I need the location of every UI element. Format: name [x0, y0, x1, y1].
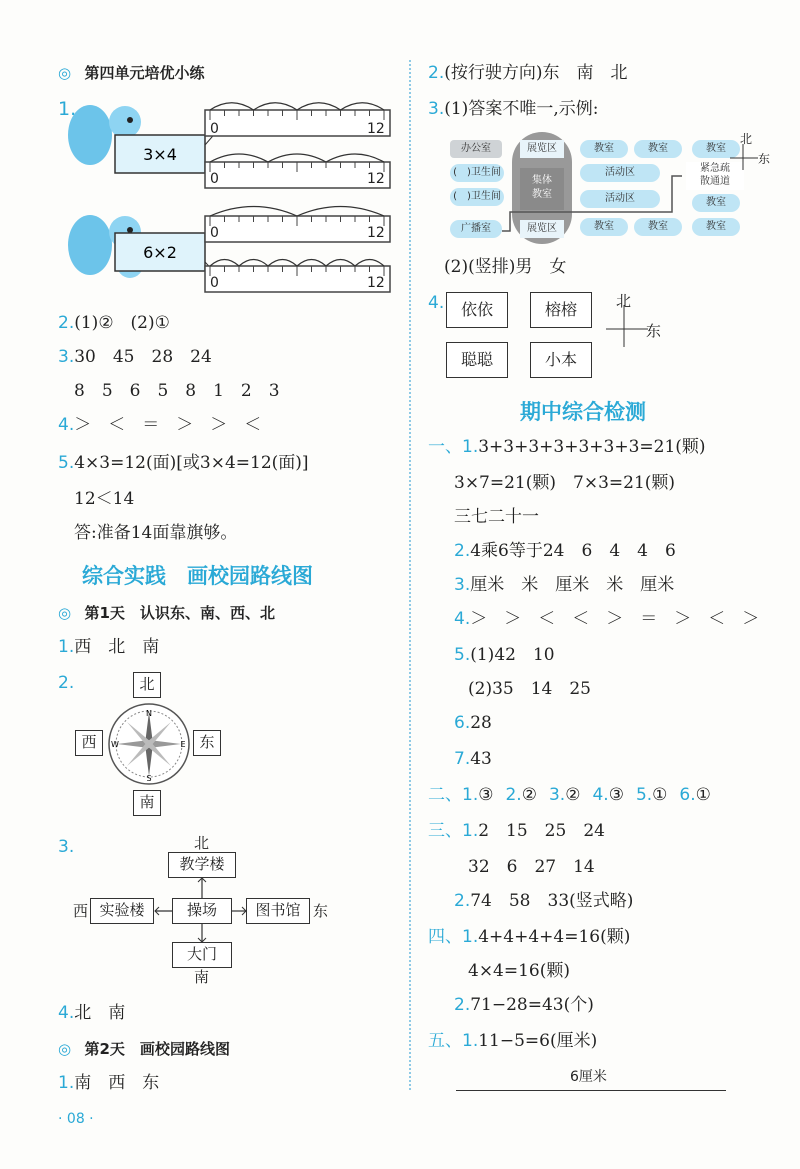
s1-q2-line: 2.4乘6等于24 6 4 4 6 — [454, 541, 676, 561]
map-assembly: 集体 教室 — [520, 168, 564, 210]
jump-arc — [297, 103, 341, 110]
s2-item: 3.② — [548, 785, 581, 805]
ruler-end: 12 — [367, 225, 385, 241]
r-q2-line: 2.(按行驶方向)东 南 北 — [428, 63, 628, 83]
map-activity: 活动区 — [580, 164, 660, 182]
expr-b: 6×2 — [143, 243, 177, 262]
map-exhibit-top: 展览区 — [520, 140, 564, 158]
s2-item: 5.① — [635, 785, 668, 805]
day1-heading — [58, 602, 275, 624]
direction-cross-icon — [730, 144, 758, 170]
q5-line1: 5.4×3=12(面)[或3×4=12(面)] — [58, 453, 309, 473]
s2-items — [462, 785, 723, 805]
jump-arc — [297, 260, 326, 267]
number-line-figure — [60, 80, 405, 295]
svg-text:W: W — [111, 740, 119, 749]
direction-cross-icon — [606, 305, 648, 347]
q5-line3: 答:准备14面靠旗够。 — [74, 523, 238, 543]
s1-q1-line1: 一、1.3+3+3+3+3+3+3=21(颗) — [428, 437, 706, 457]
segment-line — [456, 1090, 726, 1091]
practice-title: 综合实践 画校园路线图 — [82, 564, 313, 588]
ruler-zero: 0 — [210, 121, 219, 137]
d2-q1-line: 1.南 西 东 — [58, 1073, 160, 1093]
jump-arc — [210, 207, 297, 217]
d1-q1-line: 1.西 北 南 — [58, 637, 160, 657]
s1-q1-line3: 三七二十一 — [454, 507, 539, 527]
s5-q1-line: 五、1.11−5=6(厘米) — [428, 1031, 598, 1051]
s3-q2-line: 2.74 58 33(竖式略) — [454, 891, 634, 911]
s1-q6-line: 6.28 — [454, 713, 492, 733]
s2-item: 1.③ — [462, 785, 494, 805]
ruler-end: 12 — [367, 121, 385, 137]
svg-text:N: N — [146, 709, 152, 718]
r-q3-part2: (2)(竖排)男 女 — [444, 257, 567, 277]
compass-icon — [107, 702, 191, 786]
q1-number: 1. — [58, 98, 77, 120]
map-classroom: 教室 — [580, 140, 628, 158]
map-activity: 活动区 — [580, 190, 660, 208]
map-broadcast: 广播室 — [450, 220, 502, 238]
s4-q1-line2: 4×4=16(颗) — [468, 961, 571, 981]
map-north: 北 — [740, 132, 753, 146]
bullseye-icon: ◎ — [58, 1040, 72, 1058]
lab-building: 实验楼 — [90, 898, 154, 924]
jump-arc — [326, 260, 355, 267]
s2-item: 4.③ — [592, 785, 624, 805]
ruler-end: 12 — [367, 275, 385, 291]
school-map — [450, 132, 750, 244]
campus-west: 西 — [73, 902, 89, 920]
ruler-zero: 0 — [210, 275, 219, 291]
page-number: · 08 · — [58, 1111, 94, 1127]
map-classroom: 教室 — [692, 218, 740, 236]
q5-line2: 12＜14 — [74, 489, 135, 509]
column-divider — [409, 60, 411, 1090]
map-exhibit-bottom: 展览区 — [520, 220, 564, 238]
expr-a: 3×4 — [143, 145, 177, 164]
q3-line2: 8 5 6 5 8 1 2 3 — [74, 381, 280, 401]
d1-q2-number: 2. — [58, 673, 75, 693]
s2-item: 2.② — [505, 785, 537, 805]
ruler-zero: 0 — [210, 171, 219, 187]
jump-arc — [355, 260, 384, 267]
map-east: 东 — [758, 152, 771, 166]
map-classroom: 教室 — [692, 194, 740, 212]
day2-title: 第2天 画校园路线图 — [84, 1040, 230, 1058]
map-classroom: 教室 — [634, 218, 682, 236]
svg-text:S: S — [146, 774, 152, 783]
svg-text:E: E — [180, 740, 186, 749]
jump-arc — [297, 207, 384, 217]
map-office: 办公室 — [450, 140, 502, 158]
map-classroom: 教室 — [692, 140, 740, 158]
jump-arc — [254, 103, 298, 110]
d1-q4-line: 4.北 南 — [58, 1003, 126, 1023]
seat-congcong: 聪聪 — [446, 342, 508, 378]
east-box: 东 — [193, 730, 221, 756]
jump-arc — [341, 103, 385, 110]
q4-north: 北 — [616, 292, 632, 310]
s1-q4-line: 4.＞ ＞ ＜ ＜ ＞ ＝ ＞ ＜ ＞ — [454, 609, 760, 629]
d1-q3-number: 3. — [58, 837, 75, 857]
s1-q5-line1: 5.(1)42 10 — [454, 645, 555, 665]
s3-q1-line2: 32 6 27 14 — [468, 857, 595, 877]
q4-line: 4.＞ ＜ ＝ ＞ ＞ ＜ — [58, 415, 262, 435]
teaching-building: 教学楼 — [168, 852, 236, 878]
campus-east: 东 — [313, 902, 329, 920]
map-emergency: 紧急疏 散通道 — [686, 162, 744, 190]
gate: 大门 — [172, 942, 232, 968]
seat-rongrong: 榕榕 — [530, 292, 592, 328]
r-q3-line: 3.(1)答案不唯一,示例: — [428, 99, 599, 119]
jump-arc — [210, 260, 239, 267]
ruler-end: 12 — [367, 171, 385, 187]
jump-arc — [210, 154, 268, 162]
campus-connectors — [150, 876, 250, 946]
segment-label: 6厘米 — [570, 1069, 607, 1085]
bullseye-icon: ◎ — [58, 604, 72, 622]
map-classroom: 教室 — [580, 218, 628, 236]
map-classroom: 教室 — [634, 140, 682, 158]
q2-line: 2.(1)② (2)① — [58, 313, 170, 333]
campus-north: 北 — [194, 834, 210, 852]
q3-line1: 3.30 45 28 24 — [58, 347, 212, 367]
s1-q1-line2: 3×7=21(颗) 7×3=21(颗) — [454, 473, 676, 493]
map-route — [450, 132, 750, 244]
s1-q5-line2: (2)35 14 25 — [468, 679, 591, 699]
ruler-zero: 0 — [210, 225, 219, 241]
unit4-title: 第四单元培优小练 — [84, 64, 205, 82]
bullseye-icon: ◎ — [58, 64, 72, 82]
s4-q1-line1: 四、1.4+4+4+4=16(颗) — [428, 927, 631, 947]
campus-south: 南 — [194, 968, 210, 986]
s2-line: 二、1.③ 2.② 3.② 4.③ 5.① 6.① — [428, 784, 723, 806]
south-box: 南 — [133, 790, 161, 816]
s3-q1-line1: 三、1.2 15 25 24 — [428, 821, 605, 841]
playground: 操场 — [172, 898, 232, 924]
jump-arc — [326, 154, 384, 162]
jump-arc — [210, 103, 254, 110]
map-wc: ( )卫生间 — [450, 188, 504, 206]
day2-heading — [58, 1038, 230, 1060]
s2-item: 6.① — [679, 785, 711, 805]
jump-arc — [268, 260, 297, 267]
west-box: 西 — [75, 730, 103, 756]
north-box: 北 — [133, 672, 161, 698]
s1-q7-line: 7.43 — [454, 749, 492, 769]
map-wc: ( )卫生间 — [450, 164, 504, 182]
seat-yiyi: 依依 — [446, 292, 508, 328]
r-q4-number: 4. — [428, 293, 445, 313]
s4-q2-line: 2.71−28=43(个) — [454, 995, 594, 1015]
s1-q3-line: 3.厘米 米 厘米 米 厘米 — [454, 575, 675, 595]
jump-arc — [268, 154, 326, 162]
seat-xiaoben: 小本 — [530, 342, 592, 378]
library: 图书馆 — [246, 898, 310, 924]
jump-arc — [239, 260, 268, 267]
midterm-title: 期中综合检测 — [520, 400, 646, 424]
q4-east: 东 — [646, 322, 662, 340]
day1-title: 第1天 认识东、南、西、北 — [84, 604, 275, 622]
